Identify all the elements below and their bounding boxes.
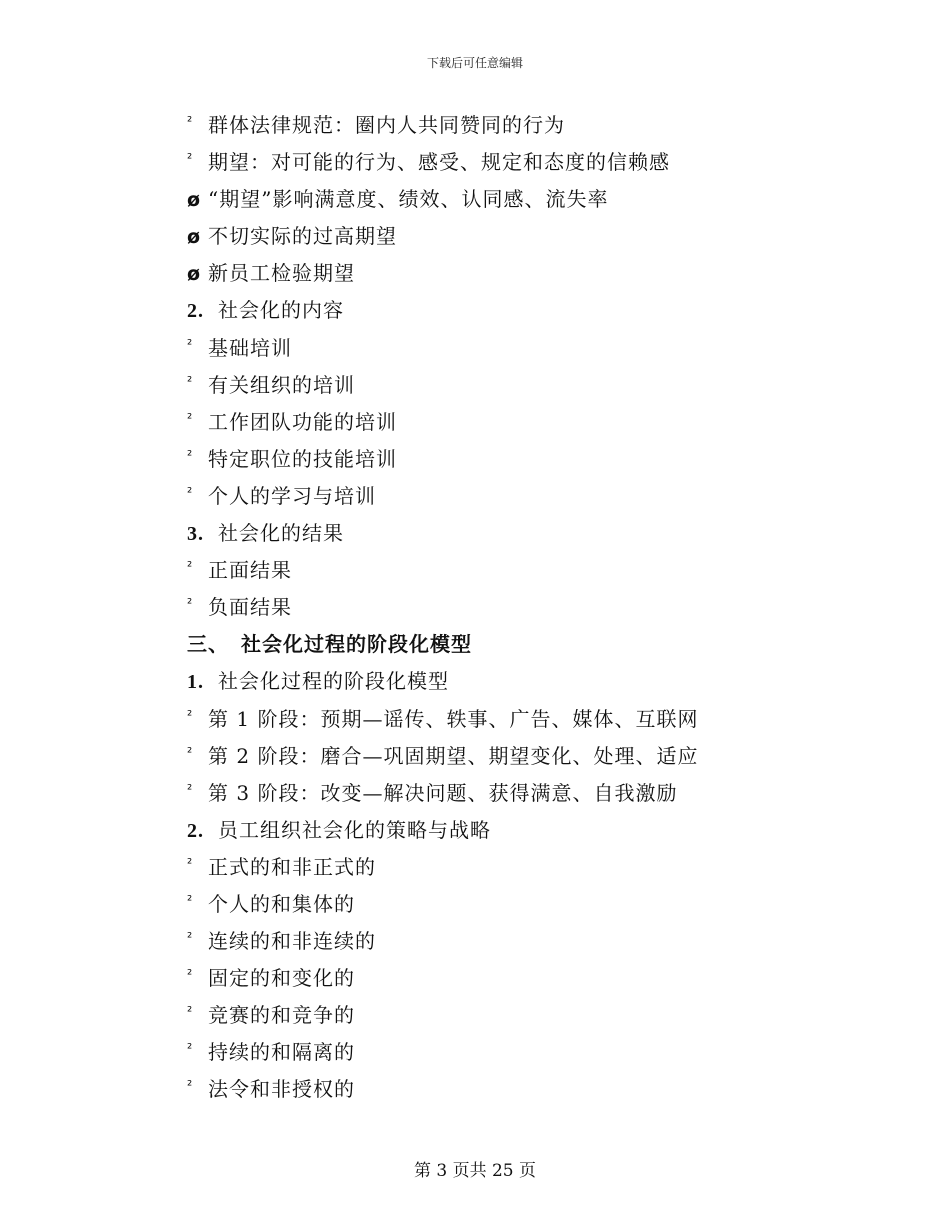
line-text: 群体法律规范：圈内人共同赞同的行为 [208, 113, 565, 137]
item-number: 三、 [187, 632, 229, 657]
list-item [187, 404, 787, 441]
line-text: 社会化的结果 [218, 521, 344, 546]
page-footer: 第 3 页共 25 页 [413, 1161, 537, 1181]
list-item [187, 701, 787, 738]
list-item [187, 367, 787, 404]
list-item [187, 997, 787, 1034]
line-text: 有关组织的培训 [208, 372, 355, 397]
line-text: 新员工检验期望 [208, 261, 355, 286]
line-text: 连续的和非连续的 [208, 929, 376, 954]
bullet-marker: ² [187, 337, 194, 353]
bullet-marker: ² [187, 1042, 194, 1058]
numbered-item [187, 515, 787, 552]
line-text: “期望”影响满意度、绩效、认同感、流失率 [208, 187, 609, 212]
list-item [187, 552, 787, 589]
line-text: 特定职位的技能培训 [208, 446, 397, 471]
line-text: 员工组织社会化的策略与战略 [218, 817, 491, 842]
line-text: 持续的和隔离的 [208, 1040, 355, 1065]
bullet-marker: ² [187, 115, 194, 130]
item-number: 2. [187, 300, 204, 323]
line-text: 社会化的内容 [218, 298, 344, 323]
bullet-marker: ² [187, 931, 194, 947]
sub-bullet-marker: ø [187, 226, 202, 249]
list-item [187, 923, 787, 960]
list-item [187, 218, 787, 255]
line-text: 不切实际的过高期望 [208, 224, 397, 249]
line-text: 社会化过程的阶段化模型 [218, 669, 449, 694]
bullet-marker: ² [187, 597, 194, 613]
line-text: 竞赛的和竞争的 [208, 1003, 355, 1028]
sub-bullet-marker: ø [187, 189, 202, 212]
bullet-marker: ² [187, 893, 194, 909]
list-item [187, 144, 787, 181]
bullet-marker: ² [187, 1005, 194, 1021]
line-text: 个人的和集体的 [208, 891, 355, 916]
line-text: 基础培训 [208, 335, 292, 360]
item-number: 3. [187, 523, 204, 546]
numbered-item [187, 292, 787, 329]
bullet-marker: ² [187, 745, 194, 761]
list-item [187, 107, 787, 144]
list-item [187, 1034, 787, 1071]
list-item [187, 1071, 787, 1108]
sub-bullet-marker: ø [187, 263, 202, 286]
line-text: 正面结果 [208, 558, 292, 583]
line-text: 工作团队功能的培训 [208, 409, 397, 434]
line-text: 期望：对可能的行为、感受、规定和态度的信赖感 [208, 150, 670, 175]
bullet-marker: ² [187, 485, 194, 501]
line-text: 个人的学习与培训 [208, 483, 376, 508]
numbered-item [187, 663, 787, 700]
line-text: 负面结果 [208, 595, 292, 620]
document-body [187, 107, 787, 1109]
line-text: 社会化过程的阶段化模型 [241, 632, 472, 657]
list-item [187, 886, 787, 923]
page-header: 下载后可任意编辑 [426, 56, 523, 70]
section-heading [187, 626, 787, 663]
line-text: 正式的和非正式的 [208, 854, 376, 879]
numbered-item [187, 812, 787, 849]
line-text: 第 3 阶段：改变—解决问题、获得满意、自我激励 [208, 780, 678, 805]
list-item [187, 181, 787, 218]
bullet-marker: ² [187, 411, 194, 427]
bullet-marker: ² [187, 968, 194, 984]
bullet-marker: ² [187, 782, 194, 798]
bullet-marker: ² [187, 708, 194, 724]
line-text: 第 1 阶段：预期—谣传、轶事、广告、媒体、互联网 [208, 706, 699, 731]
bullet-marker: ² [187, 560, 194, 576]
bullet-marker: ² [187, 1079, 194, 1095]
line-text: 第 2 阶段：磨合—巩固期望、期望变化、处理、适应 [208, 743, 699, 768]
list-item [187, 775, 787, 812]
list-item [187, 330, 787, 367]
item-number: 2. [187, 819, 204, 842]
list-item [187, 960, 787, 997]
list-item [187, 738, 787, 775]
bullet-marker: ² [187, 374, 194, 390]
list-item [187, 441, 787, 478]
line-text: 法令和非授权的 [208, 1077, 355, 1102]
list-item [187, 589, 787, 626]
list-item [187, 478, 787, 515]
bullet-marker: ² [187, 448, 194, 464]
item-number: 1. [187, 671, 204, 694]
bullet-marker: ² [187, 856, 194, 872]
list-item [187, 255, 787, 292]
list-item [187, 849, 787, 886]
line-text: 固定的和变化的 [208, 966, 355, 991]
bullet-marker: ² [187, 152, 194, 168]
